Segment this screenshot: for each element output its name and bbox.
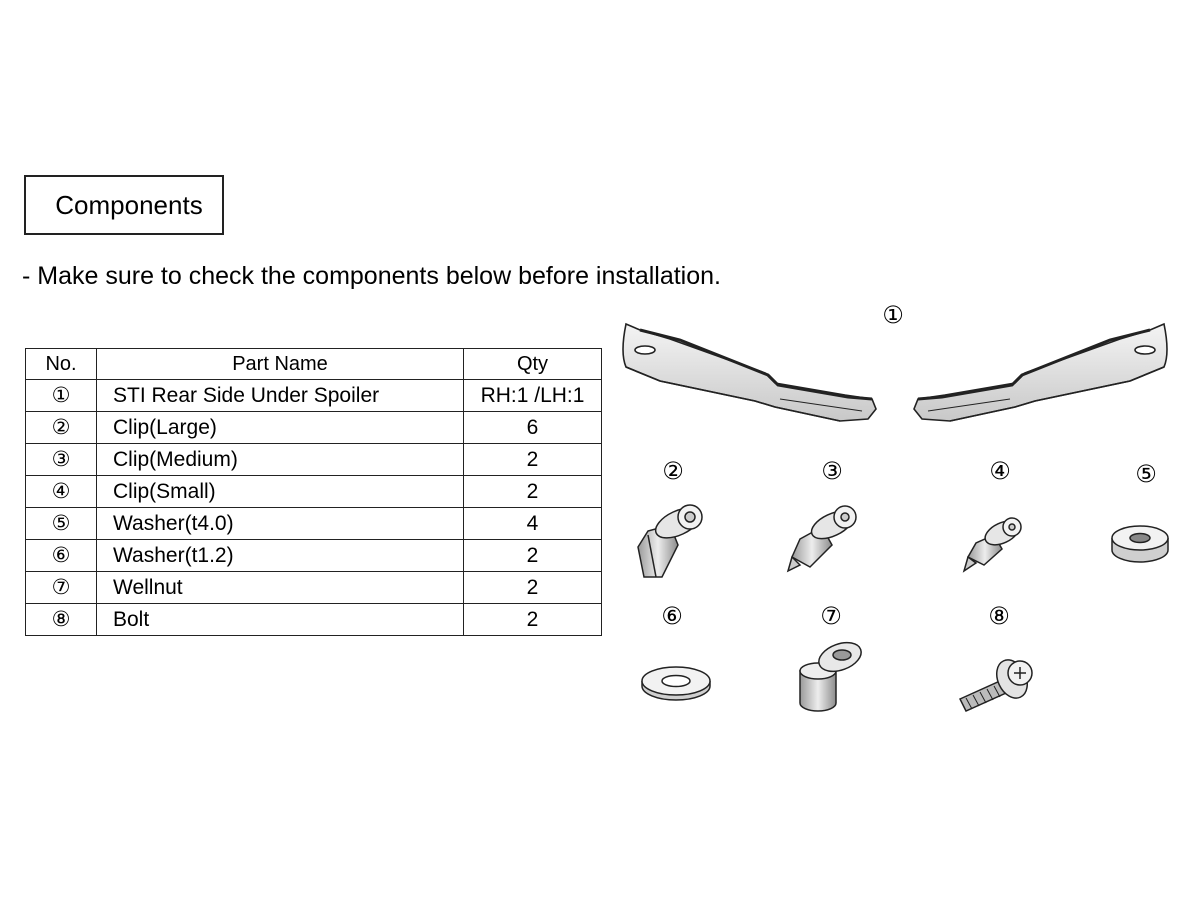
- row-qty: 2: [464, 540, 602, 572]
- label-clip-large: ②: [662, 457, 684, 485]
- table-row: [26, 444, 602, 476]
- clip-small-illustration: [964, 516, 1023, 571]
- row-part-name: Bolt: [97, 604, 464, 636]
- row-part-name: Clip(Large): [97, 412, 464, 444]
- row-part-name: Washer(t1.2): [97, 540, 464, 572]
- row-no: ⑧: [26, 604, 97, 636]
- table-row: [26, 540, 602, 572]
- section-title: Components: [24, 175, 224, 235]
- table-header-row: [26, 349, 602, 380]
- label-bolt: ⑧: [988, 602, 1010, 630]
- header-qty: Qty: [464, 349, 602, 380]
- table-row: [26, 412, 602, 444]
- row-qty: 2: [464, 476, 602, 508]
- row-part-name: Clip(Small): [97, 476, 464, 508]
- table-row: [26, 604, 602, 636]
- row-qty: 2: [464, 604, 602, 636]
- row-part-name: Washer(t4.0): [97, 508, 464, 540]
- label-clip-small: ④: [989, 457, 1011, 485]
- label-washer-thick: ⑤: [1135, 460, 1157, 488]
- components-diagram: [600, 295, 1190, 725]
- row-no: ⑤: [26, 508, 97, 540]
- label-spoiler: ①: [882, 301, 904, 329]
- table-row: [26, 508, 602, 540]
- table-row: [26, 476, 602, 508]
- row-part-name: Clip(Medium): [97, 444, 464, 476]
- row-no: ①: [26, 380, 97, 412]
- row-part-name: STI Rear Side Under Spoiler: [97, 380, 464, 412]
- row-qty: RH:1 /LH:1: [464, 380, 602, 412]
- row-part-name: Wellnut: [97, 572, 464, 604]
- row-qty: 2: [464, 572, 602, 604]
- components-table: [25, 348, 602, 636]
- label-wellnut: ⑦: [820, 602, 842, 630]
- spoiler-right-illustration: [914, 324, 1167, 421]
- row-no: ③: [26, 444, 97, 476]
- bolt-illustration: [960, 655, 1033, 711]
- instruction-note: - Make sure to check the components below before installation.: [22, 262, 721, 290]
- wellnut-illustration: [800, 637, 865, 711]
- row-qty: 4: [464, 508, 602, 540]
- washer-thick-illustration: [1112, 526, 1168, 562]
- header-part-name: Part Name: [97, 349, 464, 380]
- row-no: ④: [26, 476, 97, 508]
- table-row: [26, 572, 602, 604]
- row-no: ⑦: [26, 572, 97, 604]
- label-clip-medium: ③: [821, 457, 843, 485]
- table-row: [26, 380, 602, 412]
- row-qty: 2: [464, 444, 602, 476]
- washer-thin-illustration: [642, 667, 710, 700]
- spoiler-left-illustration: [623, 324, 876, 421]
- label-washer-thin: ⑥: [661, 602, 683, 630]
- clip-medium-illustration: [788, 506, 857, 571]
- row-qty: 6: [464, 412, 602, 444]
- clip-large-illustration: [638, 502, 705, 577]
- row-no: ⑥: [26, 540, 97, 572]
- header-no: No.: [26, 349, 97, 380]
- row-no: ②: [26, 412, 97, 444]
